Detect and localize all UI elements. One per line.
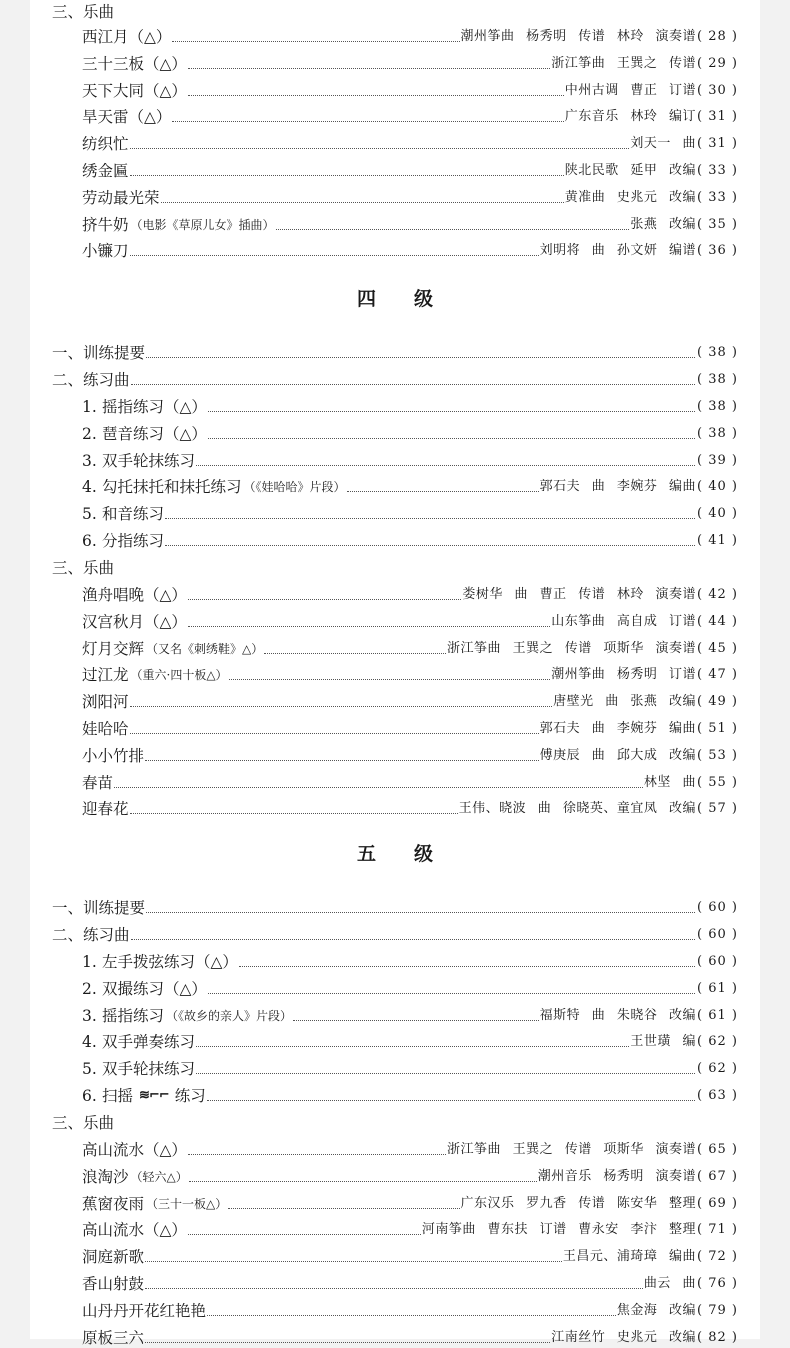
toc-entry[interactable]	[82, 686, 738, 712]
leader-dots	[188, 1234, 421, 1235]
leader-dots	[145, 760, 539, 761]
entry-title: 汉宫秋月（△）	[82, 612, 187, 631]
entry-credits: 焦金海 改编	[616, 1302, 697, 1318]
toc-entry[interactable]	[82, 128, 738, 154]
toc-entry[interactable]	[82, 1322, 738, 1348]
page-number: ( 36 )	[697, 243, 738, 259]
entry-credits: 娄树华 曲 曹正 传谱 林玲 演奏谱	[462, 587, 697, 602]
toc-entry[interactable]	[82, 606, 738, 632]
toc-entry[interactable]	[82, 21, 738, 47]
entry-title: 旱天雷（△）	[82, 108, 172, 127]
page-number: ( 38 )	[697, 345, 738, 360]
entry-title: 一、训练提要	[52, 899, 146, 917]
page-number: ( 49 )	[697, 694, 738, 710]
entry-number: 3.	[82, 1006, 97, 1025]
toc-entry[interactable]	[82, 445, 738, 471]
entry-credits: 郭石夫 曲 李婉芬 编曲	[539, 721, 697, 736]
section-heading	[52, 0, 738, 22]
leader-dots	[146, 357, 695, 358]
page-number: ( 31 )	[697, 109, 738, 125]
leader-dots	[145, 1261, 562, 1262]
toc-entry[interactable]	[82, 793, 738, 819]
page-number: ( 57 )	[697, 801, 738, 817]
leader-dots	[188, 95, 564, 96]
leader-dots	[208, 411, 695, 412]
page-number: ( 35 )	[697, 216, 738, 232]
leader-dots	[264, 653, 446, 654]
toc-entry[interactable]	[82, 1214, 738, 1240]
leader-dots	[196, 465, 695, 466]
entry-title: 浏阳河	[82, 693, 129, 712]
leader-dots	[347, 491, 539, 492]
level-char: 级	[414, 288, 434, 310]
entry-note: （《故乡的亲人》片段）	[166, 1008, 293, 1023]
leader-dots	[208, 438, 695, 439]
leader-dots	[165, 518, 695, 519]
page-number: ( 63 )	[697, 1088, 738, 1103]
leader-dots	[145, 1288, 643, 1289]
entry-credits: 陕北民歌 延甲 改编	[564, 163, 697, 178]
leader-dots	[207, 1315, 616, 1316]
page-number: ( 30 )	[697, 82, 738, 98]
entry-title: 过江龙	[82, 666, 129, 685]
page-number: ( 67 )	[697, 1168, 738, 1184]
entry-title: 原板三六	[82, 1328, 145, 1347]
toc-entry[interactable]	[82, 391, 738, 417]
page-number: ( 40 )	[697, 506, 738, 522]
entry-title: 高山流水（△）	[82, 1141, 187, 1159]
page-number: ( 62 )	[697, 1034, 738, 1050]
entry-credits: 山东筝曲 高自成 订谱	[551, 613, 697, 629]
toc-entry[interactable]	[82, 579, 738, 605]
entry-title: 三十三板（△）	[82, 54, 187, 73]
toc-entry[interactable]	[82, 973, 738, 999]
toc-entry[interactable]	[82, 1000, 738, 1026]
entry-title: 二、练习曲	[52, 371, 130, 389]
entry-credits: 江南丝竹 史兆元 改编	[551, 1329, 697, 1345]
leader-dots	[208, 993, 695, 994]
toc-page	[30, 0, 760, 1347]
entry-credits: 林坚 曲	[643, 774, 697, 790]
level-heading-4	[30, 284, 760, 311]
entry-credits: 河南筝曲 曹东扶 订谱 曹永安 李汴 整理	[421, 1222, 697, 1238]
page-number: ( 60 )	[697, 954, 738, 969]
page-number: ( 42 )	[697, 587, 738, 602]
entry-credits: 福斯特 曲 朱晓谷 改编	[539, 1007, 697, 1023]
leader-dots	[130, 175, 564, 176]
section-title: 三、乐曲	[52, 1114, 115, 1132]
toc-entry[interactable]	[82, 101, 738, 127]
toc-entry[interactable]	[82, 1241, 738, 1267]
entry-number: 6.	[82, 1087, 97, 1105]
page-number: ( 38 )	[697, 399, 738, 414]
page-number: ( 60 )	[697, 900, 738, 915]
entry-note: （轻六△）	[130, 1169, 188, 1184]
entry-credits: 王伟、晓波 曲 徐晓英、童宜凤 改编	[458, 801, 697, 817]
entry-title: 双手弹奏练习	[102, 1033, 196, 1052]
leader-dots	[145, 1342, 550, 1343]
toc-entry[interactable]	[82, 471, 738, 497]
leader-dots	[188, 599, 461, 600]
entry-number: 2.	[82, 979, 97, 998]
page-number: ( 29 )	[697, 55, 738, 71]
entry-note: （电影《草原儿女》插曲）	[130, 217, 275, 232]
toc-entry[interactable]	[52, 337, 738, 363]
toc-entry[interactable]	[52, 364, 738, 390]
toc-entry[interactable]	[82, 498, 738, 524]
entry-title: 摇指练习	[102, 1006, 165, 1025]
entry-credits: 广东音乐 林玲 编订	[564, 109, 697, 125]
entry-title: 琶音练习（△）	[102, 424, 207, 443]
leader-dots	[172, 121, 563, 122]
entry-title: 练习	[174, 1087, 206, 1105]
toc-entry[interactable]	[82, 235, 738, 261]
leader-dots	[131, 384, 696, 385]
entry-title: 双撮练习（△）	[102, 979, 207, 998]
page-number: ( 39 )	[697, 452, 738, 468]
page-number: ( 72 )	[697, 1249, 738, 1265]
leader-dots	[146, 912, 695, 913]
leader-dots	[130, 255, 539, 256]
page-number: ( 45 )	[697, 640, 738, 656]
toc-entry[interactable]	[82, 633, 738, 659]
page-number: ( 79 )	[697, 1302, 738, 1318]
leader-dots	[293, 1020, 539, 1021]
leader-dots	[189, 1181, 537, 1182]
toc-entry[interactable]	[82, 525, 738, 551]
toc-entry[interactable]	[82, 48, 738, 74]
entry-number: 1.	[82, 953, 97, 971]
leader-dots	[239, 966, 695, 967]
toc-entry[interactable]	[82, 1188, 738, 1214]
toc-entry[interactable]	[82, 1268, 738, 1294]
entry-note: （三十一板△）	[146, 1196, 228, 1211]
toc-entry[interactable]	[82, 1161, 738, 1187]
entry-credits: 傅庚辰 曲 邱大成 改编	[539, 747, 697, 763]
leader-dots	[172, 41, 459, 42]
page-number: ( 61 )	[697, 980, 738, 996]
entry-number: 5.	[82, 505, 97, 524]
entry-title: 挤牛奶	[82, 215, 129, 234]
section-title: 三、乐曲	[52, 559, 115, 577]
entry-number: 4.	[82, 478, 97, 497]
entry-title: 一、训练提要	[52, 344, 146, 362]
page-number: ( 40 )	[697, 479, 738, 495]
entry-title: 娃哈哈	[82, 720, 129, 738]
toc-entry[interactable]	[82, 155, 738, 181]
leader-dots	[130, 148, 630, 149]
level-char: 四	[356, 288, 376, 310]
entry-credits: 潮州筝曲 杨秀明 传谱 林玲 演奏谱	[460, 29, 697, 44]
toc-entry[interactable]	[82, 713, 738, 739]
entry-title: 高山流水（△）	[82, 1221, 187, 1240]
page-number: ( 33 )	[697, 189, 738, 205]
page-number: ( 55 )	[697, 774, 738, 790]
toc-entry[interactable]	[82, 740, 738, 766]
entry-number: 4.	[82, 1033, 97, 1052]
entry-credits: 刘明将 曲 孙文妍 编谱	[539, 243, 697, 259]
leader-dots	[207, 1100, 695, 1101]
page-number: ( 38 )	[697, 425, 738, 441]
page-number: ( 38 )	[697, 372, 738, 387]
entry-credits: 张燕 改编	[630, 216, 697, 232]
entry-title: 春苗	[82, 773, 114, 792]
toc-entry[interactable]	[82, 1295, 738, 1321]
entry-credits: 浙江筝曲 王巽之 传谱 项斯华 演奏谱	[447, 640, 697, 656]
toc-entry[interactable]	[82, 1026, 738, 1052]
page-number: ( 76 )	[697, 1276, 738, 1291]
entry-title: 蕉窗夜雨	[82, 1194, 145, 1213]
entry-title: 双手轮抹练习	[102, 1060, 196, 1079]
entry-title: 双手轮抹练习	[102, 451, 196, 470]
entry-credits: 王昌元、浦琦璋 编曲	[562, 1249, 697, 1265]
entry-title: 洞庭新歌	[82, 1248, 145, 1267]
level-heading-5	[30, 839, 760, 866]
entry-title: 摇指练习（△）	[102, 398, 207, 416]
level-char: 五	[356, 843, 376, 865]
toc-entry[interactable]	[52, 919, 738, 945]
page-number: ( 69 )	[697, 1195, 738, 1211]
leader-dots	[196, 1046, 629, 1047]
entry-title: 绣金匾	[82, 162, 129, 180]
leader-dots	[130, 706, 553, 707]
leader-dots	[196, 1073, 695, 1074]
entry-title: 天下大同（△）	[82, 81, 187, 100]
entry-note: （《娃哈哈》片段）	[243, 480, 346, 495]
entry-title: 纺织忙	[82, 135, 129, 154]
leader-dots	[228, 1208, 459, 1209]
page-number: ( 28 )	[697, 29, 738, 44]
entry-credits: 中州古调 曹正 订谱	[564, 82, 697, 98]
entry-title: 分指练习	[102, 532, 165, 550]
entry-number: 6.	[82, 532, 97, 550]
leader-dots	[161, 202, 564, 203]
entry-title: 扫摇	[102, 1087, 134, 1105]
page-number: ( 65 )	[697, 1142, 738, 1157]
entry-credits: 潮州筝曲 杨秀明 订谱	[551, 667, 697, 683]
level-char: 级	[414, 843, 434, 865]
entry-title: 小小竹排	[82, 746, 145, 765]
page-number: ( 31 )	[697, 136, 738, 152]
entry-credits: 刘天一 曲	[630, 136, 697, 152]
toc-entry[interactable]	[82, 1134, 738, 1160]
entry-title: 左手拨弦练习（△）	[102, 953, 238, 971]
entry-credits: 浙江筝曲 王巽之 传谱 项斯华 演奏谱	[447, 1142, 697, 1157]
entry-number: 2.	[82, 424, 97, 443]
entry-note: （又名《刺绣鞋》△）	[146, 641, 264, 656]
entry-credits: 唐壁光 曲 张燕 改编	[553, 694, 697, 710]
leader-dots	[165, 545, 695, 546]
entry-title: 渔舟唱晚（△）	[82, 586, 187, 604]
entry-title: 二、练习曲	[52, 926, 130, 944]
sweep-tremolo-symbol: ≋⌐⌐	[139, 1088, 169, 1103]
page-number: ( 51 )	[697, 721, 738, 736]
leader-dots	[130, 733, 539, 734]
page-number: ( 53 )	[697, 747, 738, 763]
entry-credits: 曲云 曲	[643, 1276, 697, 1291]
entry-title: 迎春花	[82, 800, 129, 819]
page-number: ( 60 )	[697, 927, 738, 942]
leader-dots	[229, 679, 551, 680]
page-number: ( 62 )	[697, 1061, 738, 1077]
toc-entry[interactable]	[82, 659, 738, 685]
entry-title: 和音练习	[102, 505, 165, 524]
entry-number: 1.	[82, 398, 97, 416]
toc-entry[interactable]	[82, 946, 738, 972]
page-number: ( 44 )	[697, 613, 738, 629]
entry-credits: 王世璜 编	[630, 1034, 697, 1050]
toc-entry[interactable]	[82, 182, 738, 208]
entry-credits: 郭石夫 曲 李婉芬 编曲	[539, 479, 697, 495]
entry-credits: 浙江筝曲 王巽之 传谱	[551, 55, 697, 71]
leader-dots	[114, 787, 643, 788]
leader-dots	[188, 626, 550, 627]
entry-title: 勾托抹托和抹托练习	[102, 478, 242, 497]
leader-dots	[131, 939, 696, 940]
entry-title: 山丹丹开花红艳艳	[82, 1301, 207, 1320]
toc-entry[interactable]	[82, 75, 738, 101]
leader-dots	[188, 1154, 446, 1155]
toc-entry[interactable]	[52, 892, 738, 918]
entry-note: （重六·四十板△）	[130, 668, 228, 683]
toc-entry[interactable]	[82, 1080, 738, 1106]
entry-credits: 广东汉乐 罗九香 传谱 陈安华 整理	[460, 1195, 697, 1211]
page-number: ( 47 )	[697, 667, 738, 683]
page-number: ( 71 )	[697, 1222, 738, 1238]
entry-title: 香山射鼓	[82, 1275, 145, 1293]
page-number: ( 33 )	[697, 163, 738, 178]
section-heading	[52, 1107, 738, 1133]
entry-title: 西江月（△）	[82, 28, 172, 46]
leader-dots	[130, 813, 458, 814]
leader-dots	[188, 68, 550, 69]
entry-title: 劳动最光荣	[82, 188, 160, 207]
entry-number: 3.	[82, 451, 97, 470]
toc-entry[interactable]	[82, 418, 738, 444]
entry-number: 5.	[82, 1060, 97, 1079]
leader-dots	[276, 229, 630, 230]
entry-title: 灯月交辉	[82, 639, 145, 658]
entry-title: 小镰刀	[82, 242, 129, 261]
entry-credits: 潮州音乐 杨秀明 演奏谱	[537, 1168, 697, 1184]
toc-entry[interactable]	[82, 767, 738, 793]
toc-entry[interactable]	[82, 1053, 738, 1079]
page-number: ( 61 )	[697, 1007, 738, 1023]
entry-credits: 黄准曲 史兆元 改编	[564, 189, 697, 205]
entry-title: 浪淘沙	[82, 1167, 129, 1186]
section-title: 三、乐曲	[52, 3, 115, 21]
page-number: ( 82 )	[697, 1329, 738, 1345]
toc-entry[interactable]	[82, 209, 738, 235]
section-heading	[52, 552, 738, 578]
page-number: ( 41 )	[697, 533, 738, 548]
